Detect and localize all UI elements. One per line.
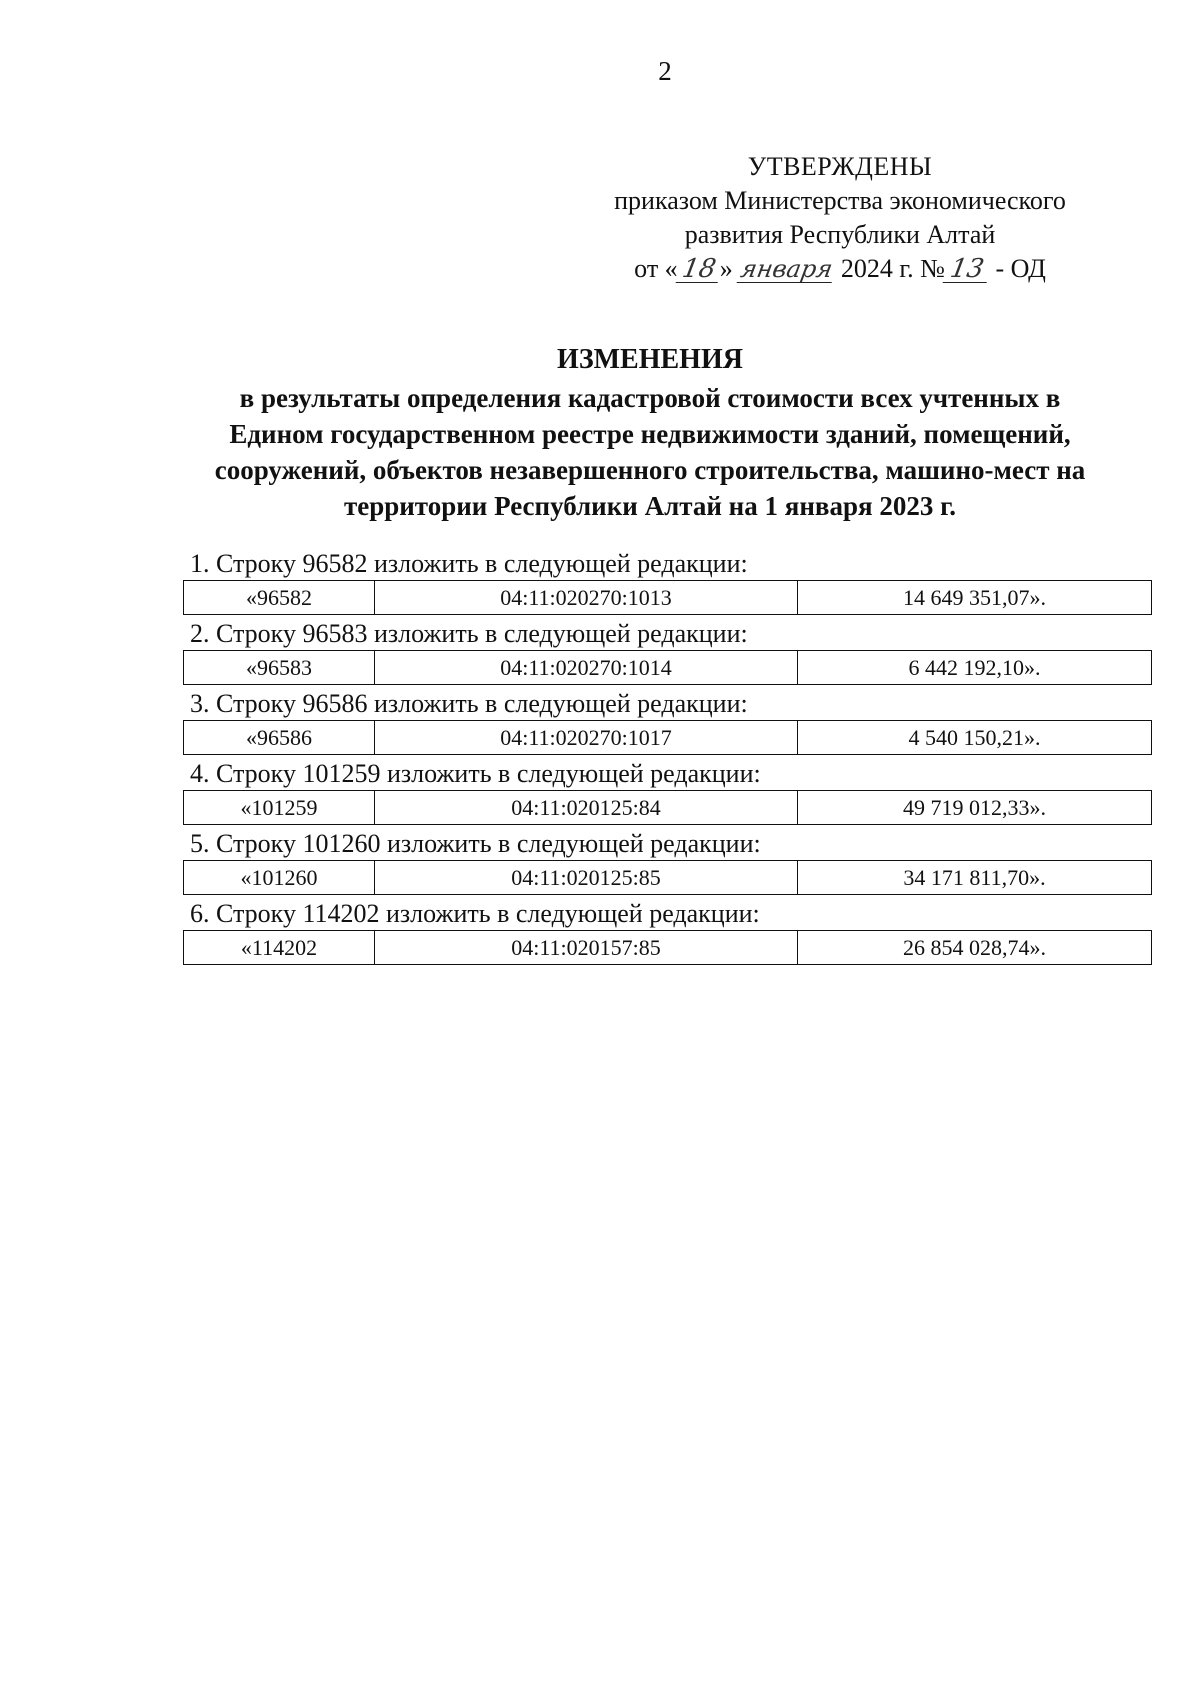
title-line-3: сооружений, объектов незавершенного строительства, машино-мест на [214, 455, 1086, 485]
cadastral-number-cell: 04:11:020157:85 [375, 931, 798, 965]
cadastral-number-cell: 04:11:020270:1014 [375, 651, 798, 685]
handwritten-month: января [738, 255, 835, 283]
table-row [184, 721, 1152, 755]
row-number-cell: «96586 [184, 721, 375, 755]
table-row [184, 791, 1152, 825]
title-line-4: территории Республики Алтай на 1 января 2023 г. [343, 491, 957, 521]
cadastral-value-cell: 4 540 150,21». [798, 721, 1152, 755]
approval-date-line [560, 252, 1120, 286]
cadastral-number-cell: 04:11:020125:84 [375, 791, 798, 825]
cadastral-number-cell: 04:11:020270:1013 [375, 581, 798, 615]
row-number-cell: «96582 [184, 581, 375, 615]
cadastral-value-cell: 34 171 811,70». [798, 861, 1152, 895]
table-row [184, 651, 1152, 685]
changes-list [183, 547, 1151, 967]
row-number-cell: «101259 [184, 791, 375, 825]
change-instruction: 2. Строку 96583 изложить в следующей редакции: [190, 619, 748, 648]
cadastral-number-cell: 04:11:020125:85 [375, 861, 798, 895]
change-row-table [183, 930, 1152, 965]
row-number-cell: «101260 [184, 861, 375, 895]
title-line-2: Едином государственном реестре недвижимости зданий, помещений, [229, 419, 1071, 449]
change-item-3 [183, 687, 1151, 755]
cadastral-value-cell: 49 719 012,33». [798, 791, 1152, 825]
table-row [184, 861, 1152, 895]
table-row [184, 581, 1152, 615]
change-row-table [183, 790, 1152, 825]
change-instruction: 3. Строку 96586 изложить в следующей редакции: [190, 689, 748, 718]
date-quote-close: » [719, 254, 733, 283]
table-row [184, 931, 1152, 965]
document-title-block [150, 342, 1150, 524]
handwritten-day: 18 [675, 256, 722, 283]
change-row-table [183, 580, 1152, 615]
change-item-6 [183, 897, 1151, 965]
date-prefix: от « [634, 254, 678, 283]
change-item-2 [183, 617, 1151, 685]
approval-line-2: развития Республики Алтай [684, 220, 996, 249]
change-item-4 [183, 757, 1151, 825]
change-item-1 [183, 547, 1151, 615]
document-title: ИЗМЕНЕНИЯ [557, 344, 743, 375]
cadastral-number-cell: 04:11:020270:1017 [375, 721, 798, 755]
change-row-table [183, 860, 1152, 895]
change-instruction: 4. Строку 101259 изложить в следующей редакции: [190, 759, 761, 788]
change-item-5 [183, 827, 1151, 895]
change-instruction: 5. Строку 101260 изложить в следующей редакции: [190, 829, 761, 858]
handwritten-number: 13 [943, 256, 992, 283]
title-line-1: в результаты определения кадастровой стоимости всех учтенных в [239, 383, 1061, 413]
cadastral-value-cell: 26 854 028,74». [798, 931, 1152, 965]
cadastral-value-cell: 14 649 351,07». [798, 581, 1152, 615]
row-number-cell: «114202 [184, 931, 375, 965]
change-row-table [183, 720, 1152, 755]
year-text: 2024 г. № [840, 254, 945, 283]
approval-line-1: приказом Министерства экономического [614, 186, 1066, 215]
cadastral-value-cell: 6 442 192,10». [798, 651, 1152, 685]
approval-block [560, 150, 1120, 286]
change-row-table [183, 650, 1152, 685]
change-instruction: 6. Строку 114202 изложить в следующей редакции: [190, 899, 760, 928]
change-instruction: 1. Строку 96582 изложить в следующей редакции: [190, 549, 748, 578]
row-number-cell: «96583 [184, 651, 375, 685]
number-suffix: - ОД [995, 254, 1046, 283]
page-number: 2 [658, 56, 672, 86]
approval-heading: УТВЕРЖДЕНЫ [747, 152, 933, 181]
